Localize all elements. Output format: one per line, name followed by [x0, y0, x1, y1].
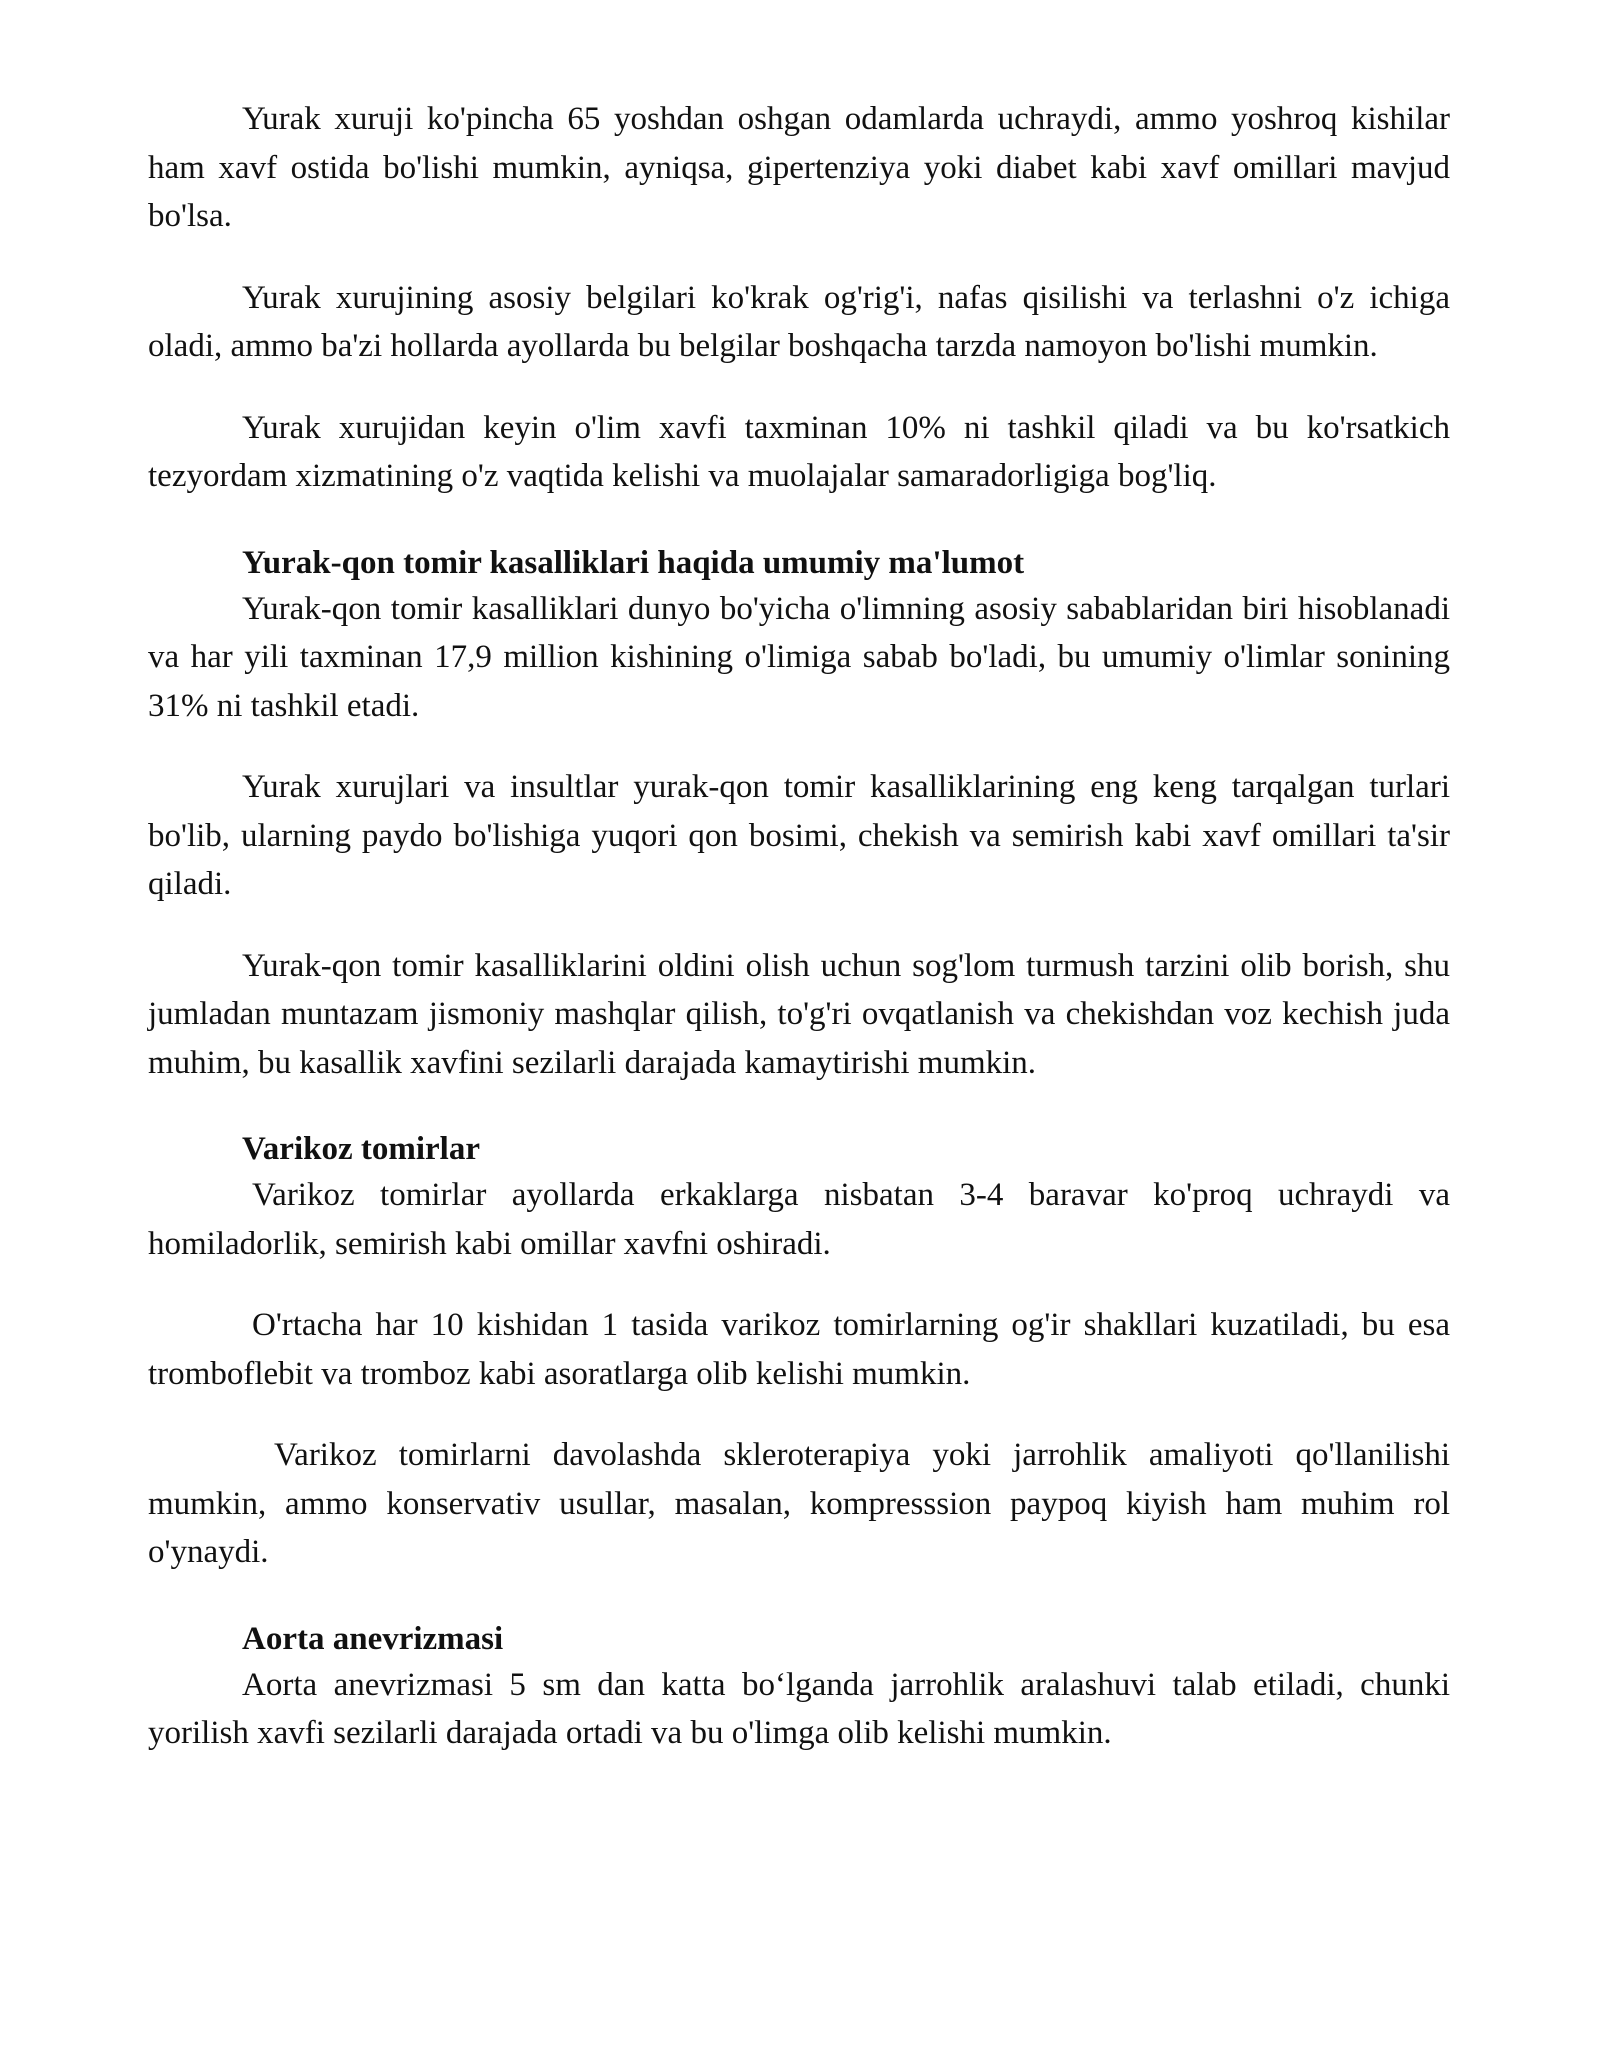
paragraph-cardiovascular-types: Yurak xurujlari va insultlar yurak-qon tomir kasalliklarining eng keng tarqalgan turlari bo'lib, ularning paydo bo'lishiga yuqori qon bosimi, chekish va semirish kabi xavf omillari ta'sir qiladi. [148, 769, 1450, 902]
paragraph-heart-attack-mortality: Yurak xurujidan keyin o'lim xavfi taxminan 10% ni tashkil qiladi va bu ko'rsatkich tezyordam xizmatining o'z vaqtida kelishi va muolajalar samaradorligiga bog'liq. [148, 409, 1450, 494]
paragraph-cardiovascular-prevention: Yurak-qon tomir kasalliklarini oldini olish uchun sog'lom turmush tarzini olib borish, shu jumladan muntazam jismoniy mashqlar qilish, to'g'ri ovqatlanish va chekishdan voz kechish juda muhim, bu kasallik xavfini sezilarli darajada kamaytirishi mumkin. [148, 947, 1450, 1081]
document-page [148, 95, 1450, 1758]
section-heading-aortic-aneurysm: Aorta anevrizmasi [242, 1620, 504, 1657]
paragraph-heart-attack-symptoms: Yurak xurujining asosiy belgilari ko'krak og'rig'i, nafas qisilishi va terlashni o'z ichiga oladi, ammo ba'zi hollarda ayollarda bu belgilar boshqacha tarzda namoyon bo'lishi mumkin. [148, 279, 1450, 364]
paragraph-varicose-treatment: Varikoz tomirlarni davolashda skleroterapiya yoki jarrohlik amaliyoti qo'llanilishi mumkin, ammo konservativ usullar, masalan, kompresssion paypoq kiyish ham muhim rol o'ynaydi. [148, 1437, 1450, 1570]
section-heading-varicose: Varikoz tomirlar [242, 1131, 480, 1167]
paragraph-aortic-aneurysm-surgery: Aorta anevrizmasi 5 sm dan katta bo‘lganda jarrohlik aralashuvi talab etiladi, chunki yorilish xavfi sezilarli darajada ortadi va bu o'limga olib kelishi mumkin. [148, 1666, 1450, 1751]
paragraph-varicose-severity: O'rtacha har 10 kishidan 1 tasida varikoz tomirlarning og'ir shakllari kuzatiladi, bu esa tromboflebit va tromboz kabi asoratlarga olib kelishi mumkin. [148, 1307, 1450, 1392]
paragraph-varicose-prevalence: Varikoz tomirlar ayollarda erkaklarga nisbatan 3-4 baravar ko'proq uchraydi va homiladorlik, semirish kabi omillar xavfni oshiradi. [148, 1177, 1450, 1262]
paragraph-cardiovascular-stats: Yurak-qon tomir kasalliklari dunyo bo'yicha o'limning asosiy sabablaridan biri hisoblanadi va har yili taxminan 17,9 million kishining o'limiga sabab bo'ladi, bu umumiy o'limlar sonining 31% ni tashkil etadi. [148, 590, 1450, 724]
section-heading-cardiovascular: Yurak-qon tomir kasalliklari haqida umumiy ma'lumot [242, 544, 1025, 581]
paragraph-heart-attack-age: Yurak xuruji ko'pincha 65 yoshdan oshgan odamlarda uchraydi, ammo yoshroq kishilar ham xavf ostida bo'lishi mumkin, ayniqsa, gipertenziya yoki diabet kabi xavf omillari mavjud bo'lsa. [148, 101, 1450, 234]
